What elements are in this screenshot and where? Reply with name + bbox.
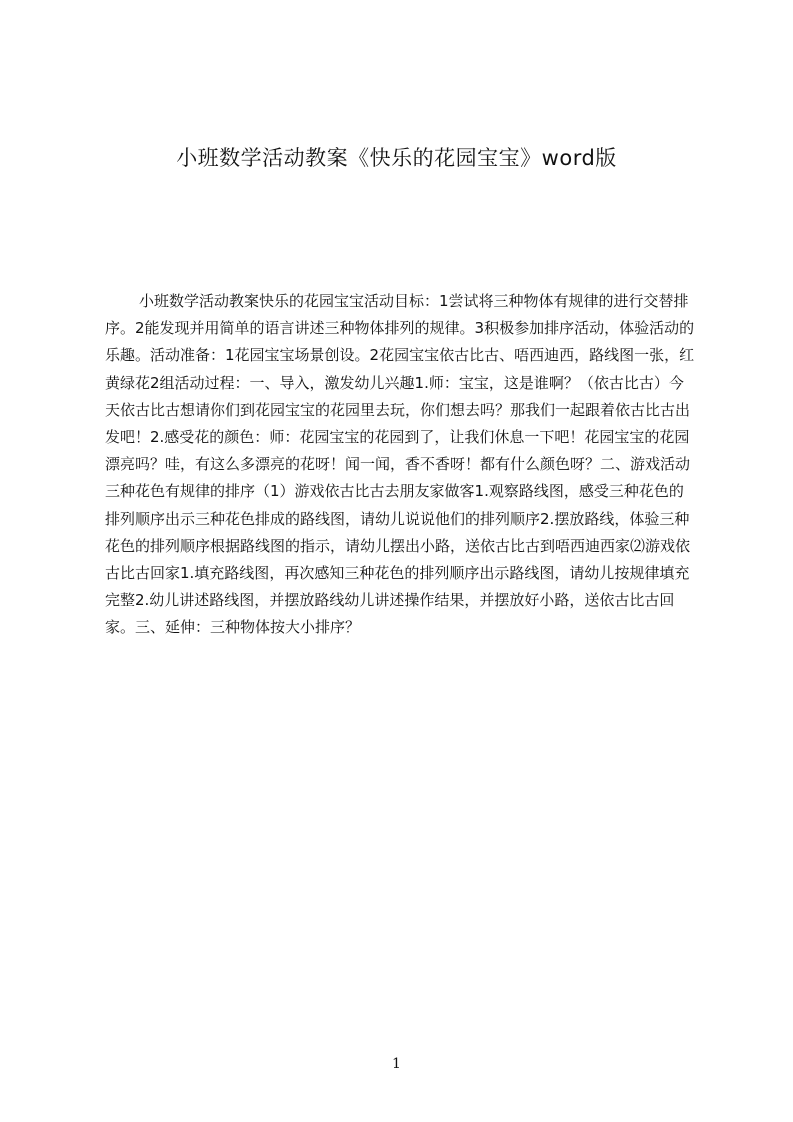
page-number: 1 — [392, 1056, 401, 1072]
document-title: 小班数学活动教案《快乐的花园宝宝》word版 — [176, 146, 617, 170]
document-body-paragraph: 小班数学活动教案快乐的花园宝宝活动目标：1尝试将三种物体有规律的进行交替排序。2能发现并用简单的语言讲述三种物体排列的规律。3积极参加排序活动，体验活动的乐趣。活动准备：1花园宝宝场景创设。2花园宝宝依古比古、唔西迪西，路线图一张，红黄绿花2组活动过程：一、导入，激发幼儿兴趣1.师：宝宝，这是谁啊？（依古比古）今天依古比古想请你们到花园宝宝的花园里去玩，你们想去吗？那我们一起跟着依古比古出发吧！2.感受花的颜色：师：花园宝宝的花园到了，让我们休息一下吧！花园宝宝的花园漂亮吗？哇，有这么多漂亮的花呀！闻一闻，香不香呀！都有什么颜色呀？二、游戏活动三种花色有规律的排序（1）游戏依古比古去朋友家做客1.观察路线图，感受三种花色的排列顺序出示三种花色排成的路线图，请幼儿说说他们的排列顺序2.摆放路线，体验三种花色的排列顺序根据路线图的指示，请幼儿摆出小路，送依古比古到唔西迪西家⑵游戏依古比古回家1.填充路线图，再次感知三种花色的排列顺序出示路线图，请幼儿按规律填充完整2.幼儿讲述路线图，并摆放路线幼儿讲述操作结果，并摆放好小路，送依古比古回家。三、延伸：三种物体按大小排序？ — [105, 292, 695, 637]
